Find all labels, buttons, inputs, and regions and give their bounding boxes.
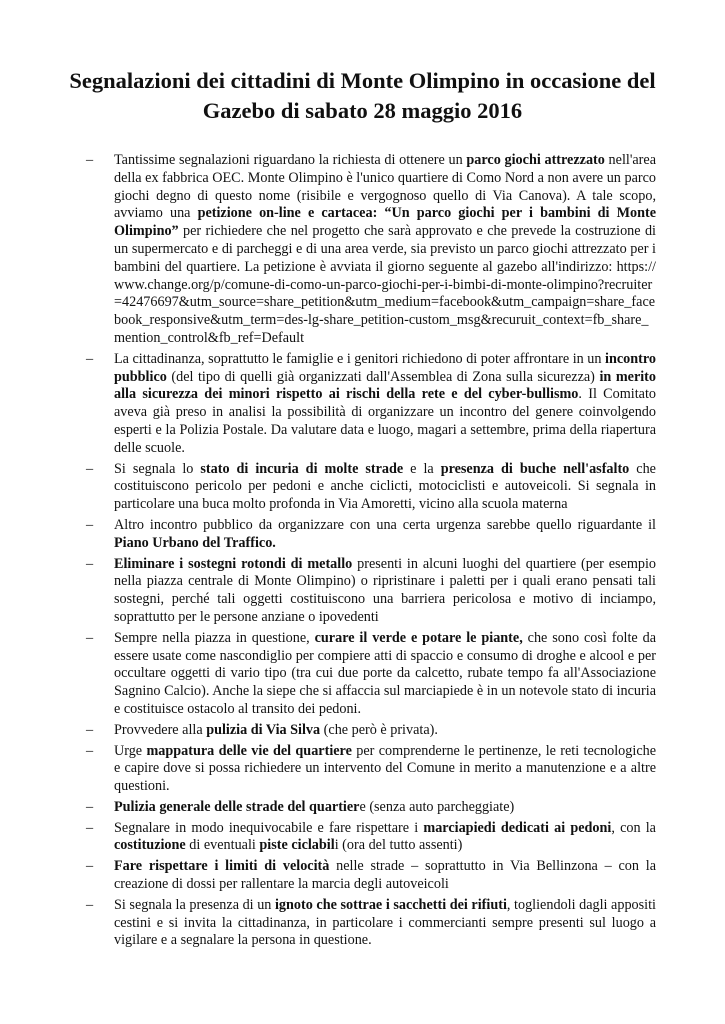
list-item: – Altro incontro pubblico da organizzare con una certa urgenza sarebbe quello riguardante il Piano Urbano del Traffico. xyxy=(86,516,656,551)
list-item: – La cittadinanza, soprattutto le famiglie e i genitori richiedono di poter affrontare in un incontro pubblico (del tipo di quelli già organizzati dall'Assemblea di Zona sulla sicurezza) in merito alla sicurezza dei minori rispetto ai rischi della rete e del cyber-bullismo. Il Comitato aveva già preso in analisi la possibilità di organizzare un incontro del genere coinvolgendo esperti e la Polizia Postale. Da valutare data e luogo, magari a settembre, prima della riapertura delle scuole. xyxy=(86,350,656,456)
bullet-dash: – xyxy=(86,555,94,572)
list-item: – Tantissime segnalazioni riguardano la richiesta di ottenere un parco giochi attrezzato nell'area della ex fabbrica OEC. Monte Olimpino è l'unico quartiere di Como Nord a non avere un parco giochi degno di questo nome (risibile e vergognoso quello di Via Canova). A tale scopo, avviamo una petizione on-line e cartacea: “Un parco giochi per i bambini di Monte Olimpino” per richiedere che nel progetto che sarà approvato e che prevede la costruzione di un supermercato e di parcheggi e di una area verde, sia previsto un parco giochi attrezzato per i bambini del quartiere. La petizione è avviata il giorno seguente al gazebo all'indirizzo: https://www.change.org/p/comune-di-como-un-parco-giochi-per-i-bimbi-di-monte-olimpino?recruiter=42476697&utm_source=share_petition&utm_medium=facebook&utm_campaign=share_facebook_responsive&utm_term=des-lg-share_petition-custom_msg&recuruit_context=fb_share_mention_control&fb_ref=Default xyxy=(86,152,657,346)
list-item: – Segnalare in modo inequivocabile e fare rispettare i marciapiedi dedicati ai pedoni, con la costituzione di eventuali piste ciclabili (ora del tutto assenti) xyxy=(86,819,656,854)
petition-url: https://www.change.org/p/comune-di-como-un-parco-giochi-per-i-bimbi-di-monte-olimpino?recruiter=42476697&utm_source=share_petition&utm_medium=facebook&utm_campaign=share_facebook_responsive&utm_term=des-lg-share_petition-custom_msg&recuruit_context=fb_share_mention_control&fb_ref=Default xyxy=(114,258,656,346)
bullet-dash: – xyxy=(86,798,94,815)
list-item: – Provvedere alla pulizia di Via Silva (che però è privata). xyxy=(86,721,438,738)
bullet-dash: – xyxy=(86,742,94,759)
list-item: – Pulizia generale delle strade del quartiere (senza auto parcheggiate) xyxy=(86,798,515,815)
bullet-dash: – xyxy=(86,721,94,738)
bullet-dash: – xyxy=(86,152,94,168)
bullet-dash: – xyxy=(86,350,94,367)
list-item: – Si segnala lo stato di incuria di molte strade e la presenza di buche nell'asfalto che costituiscono pericolo per pedoni e anche ciclicti, motociclisti e autoveicoli. Si segnala in particolare una buca molto profonda in Via Amoretti, vicino alla scuola materna xyxy=(86,460,656,513)
list-item: – Sempre nella piazza in questione, curare il verde e potare le piante, che sono così folte da essere usate come nascondiglio per compiere atti di spaccio e consumo di droghe e alcool e per occultare oggetti di vario tipo (tra cui due porte da calcetto, rubate tempo fa all'Associazione Sagnino Calcio). Anche la siepe che si affaccia sul marciapiede è in un notevole stato di incuria e costituisce ostacolo al transito dei pedoni. xyxy=(86,629,657,717)
bullet-dash: – xyxy=(86,629,94,646)
list-item: – Urge mappatura delle vie del quartiere per comprenderne le pertinenze, le reti tecnologiche e capire dove si possa richiedere un intervento del Comune in merito a manutenzione e a altre questioni. xyxy=(86,742,657,795)
bullet-dash: – xyxy=(86,819,94,836)
list-item: – Eliminare i sostegni rotondi di metallo presenti in alcuni luoghi del quartiere (per esempio nella piazza centrale di Monte Olimpino) o ripristinare i paletti per i quali erano pensati tali sostegni, perché tali oggetti costituiscono una barriera pericolosa e motivo di inciampo, soprattutto per le persone anziane o ipovedenti xyxy=(86,555,657,625)
report-list xyxy=(86,152,656,953)
list-item: – Fare rispettare i limiti di velocità nelle strade – soprattutto in Via Bellinzona – con la creazione di dossi per rallentare la marcia degli autoveicoli xyxy=(86,858,656,893)
document-title: Segnalazioni dei cittadini di Monte Olimpino in occasione del Gazebo di sabato 28 maggio 2016 xyxy=(69,68,656,123)
bullet-dash: – xyxy=(86,858,94,875)
bullet-dash: – xyxy=(86,516,94,533)
bullet-dash: – xyxy=(86,896,94,913)
bullet-dash: – xyxy=(86,460,94,477)
list-item: – Si segnala la presenza di un ignoto che sottrae i sacchetti dei rifiuti, togliendoli dagli appositi cestini e si invita la cittadinanza, in particolare i commercianti sempre presenti sul luogo a vigilare e a segnalare la persona in questione. xyxy=(86,896,656,949)
